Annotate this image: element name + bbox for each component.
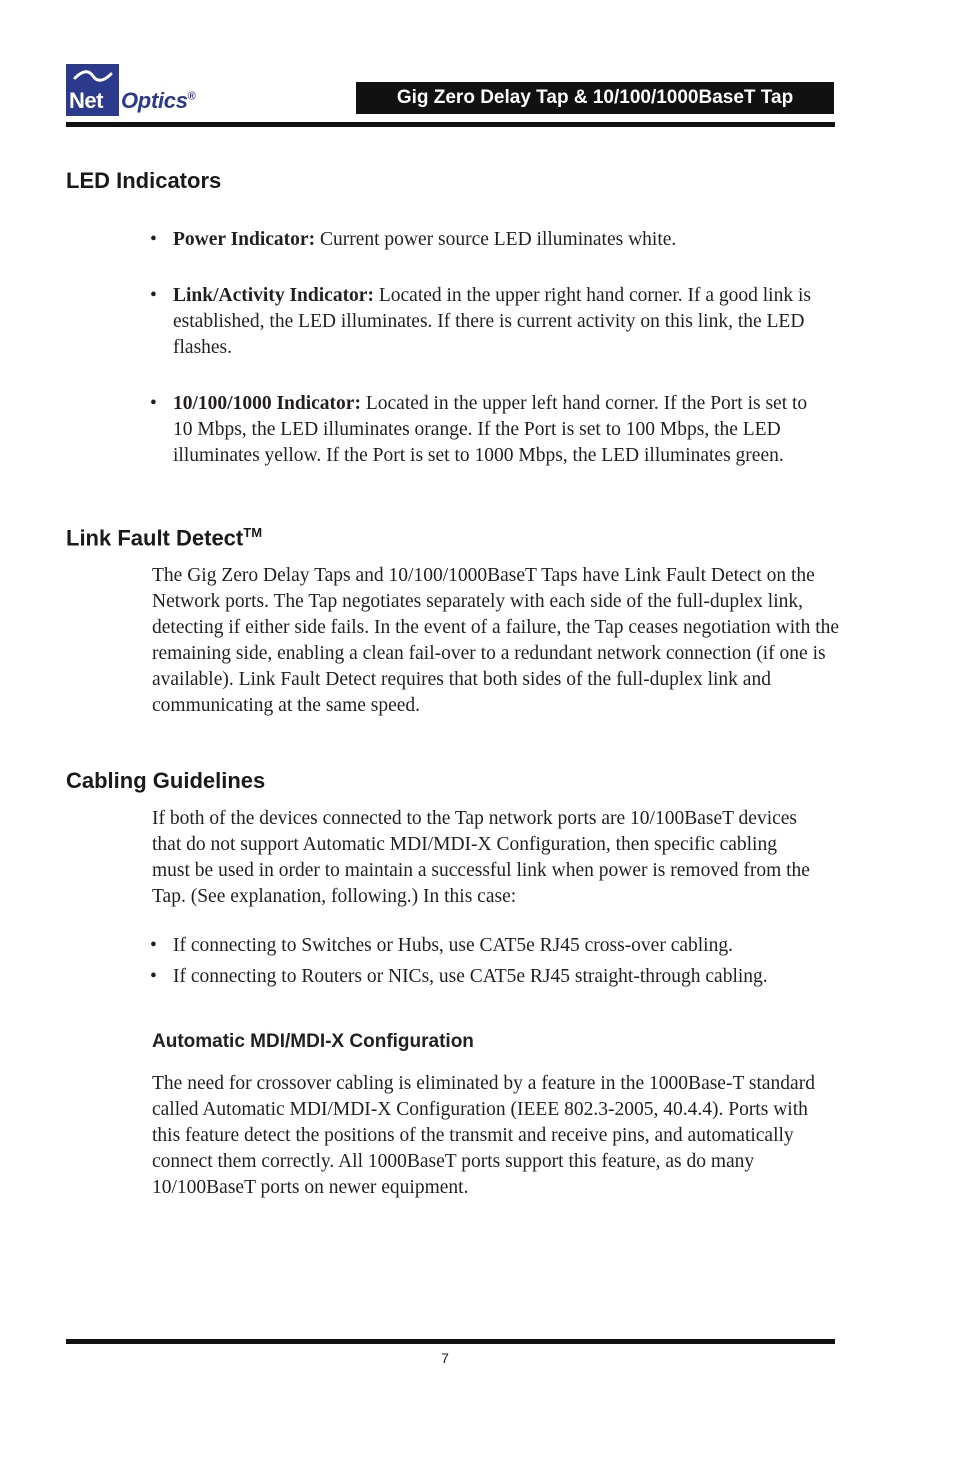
net-optics-logo <box>66 64 246 116</box>
bullet-text: Located in the upper right hand corner. If a good link is established, the LED illuminates. If there is current activity on this link, the LED flashes. <box>173 285 811 358</box>
list-item <box>150 283 820 361</box>
bullet-label: Link/Activity Indicator: <box>173 285 374 306</box>
list-item <box>150 933 820 959</box>
list-item <box>150 227 820 253</box>
bullet-icon: • <box>150 935 157 956</box>
bullet-icon: • <box>150 229 157 250</box>
logo-mark <box>66 64 119 116</box>
document-title-banner: Gig Zero Delay Tap & 10/100/1000BaseT Tap <box>356 82 834 114</box>
link-fault-detect-heading: Link Fault Detect™ <box>66 525 263 551</box>
led-indicators-heading: LED Indicators <box>66 168 222 193</box>
mdi-subheading: Automatic MDI/MDI-X Configuration <box>152 1031 474 1052</box>
link-fault-paragraph: The Gig Zero Delay Taps and 10/100/1000BaseT Taps have Link Fault Detect on the Network ports. The Tap negotiates separately with each side of the full-duplex link, detecting if either side fails. In the event of a failure, the Tap ceases negotiation with the remaining side, enabling a clean fail-over to a redundant network connection (if one is available). Link Fault Detect requires that both sides of the full-duplex link and communicating at the same speed. <box>152 565 840 716</box>
trademark-mark: TM <box>243 525 263 540</box>
header-divider <box>66 122 835 127</box>
list-item <box>150 964 790 990</box>
logo-optics-text: Optics® <box>121 88 196 113</box>
bullet-icon: • <box>150 393 157 414</box>
bullet-text: Current power source LED illuminates white. <box>315 229 677 250</box>
page-number: 7 <box>441 1350 449 1366</box>
list-item <box>150 391 810 469</box>
bullet-label: Power Indicator: <box>173 229 316 250</box>
cabling-paragraph: If both of the devices connected to the Tap network ports are 10/100BaseT devices that do not support Automatic MDI/MDI-X Configuration, then specific cabling must be used in order to maintain a successful link when power is removed from the Tap. (See explanation, following.) In this case: <box>152 808 810 907</box>
wave-icon <box>73 69 113 83</box>
bullet-text: Located in the upper left hand corner. If the Port is set to 10 Mbps, the LED illuminates orange. If the Port is set to 100 Mbps, the LED illuminates yellow. If the Port is set to 1000 Mbps, the LED illuminates green. <box>173 393 808 466</box>
registered-mark: ® <box>187 90 196 103</box>
cabling-guidelines-heading: Cabling Guidelines <box>66 768 266 793</box>
bullet-text: If connecting to Routers or NICs, use CAT5e RJ45 straight-through cabling. <box>173 966 768 987</box>
bullet-icon: • <box>150 285 157 306</box>
bullet-icon: • <box>150 966 157 987</box>
mdi-paragraph: The need for crossover cabling is eliminated by a feature in the 1000Base-T standard called Automatic MDI/MDI-X Configuration (IEEE 802.3-2005, 40.4.4). Ports with this feature detect the positions of the transmit and receive pins, and automatically connect them correctly. All 1000BaseT ports support this feature, as do many 10/100BaseT ports on newer equipment. <box>152 1073 815 1198</box>
bullet-text: If connecting to Switches or Hubs, use CAT5e RJ45 cross-over cabling. <box>173 935 733 956</box>
logo-net-text: Net <box>69 88 103 113</box>
bullet-label: 10/100/1000 Indicator: <box>173 393 361 414</box>
footer-divider <box>66 1339 835 1344</box>
